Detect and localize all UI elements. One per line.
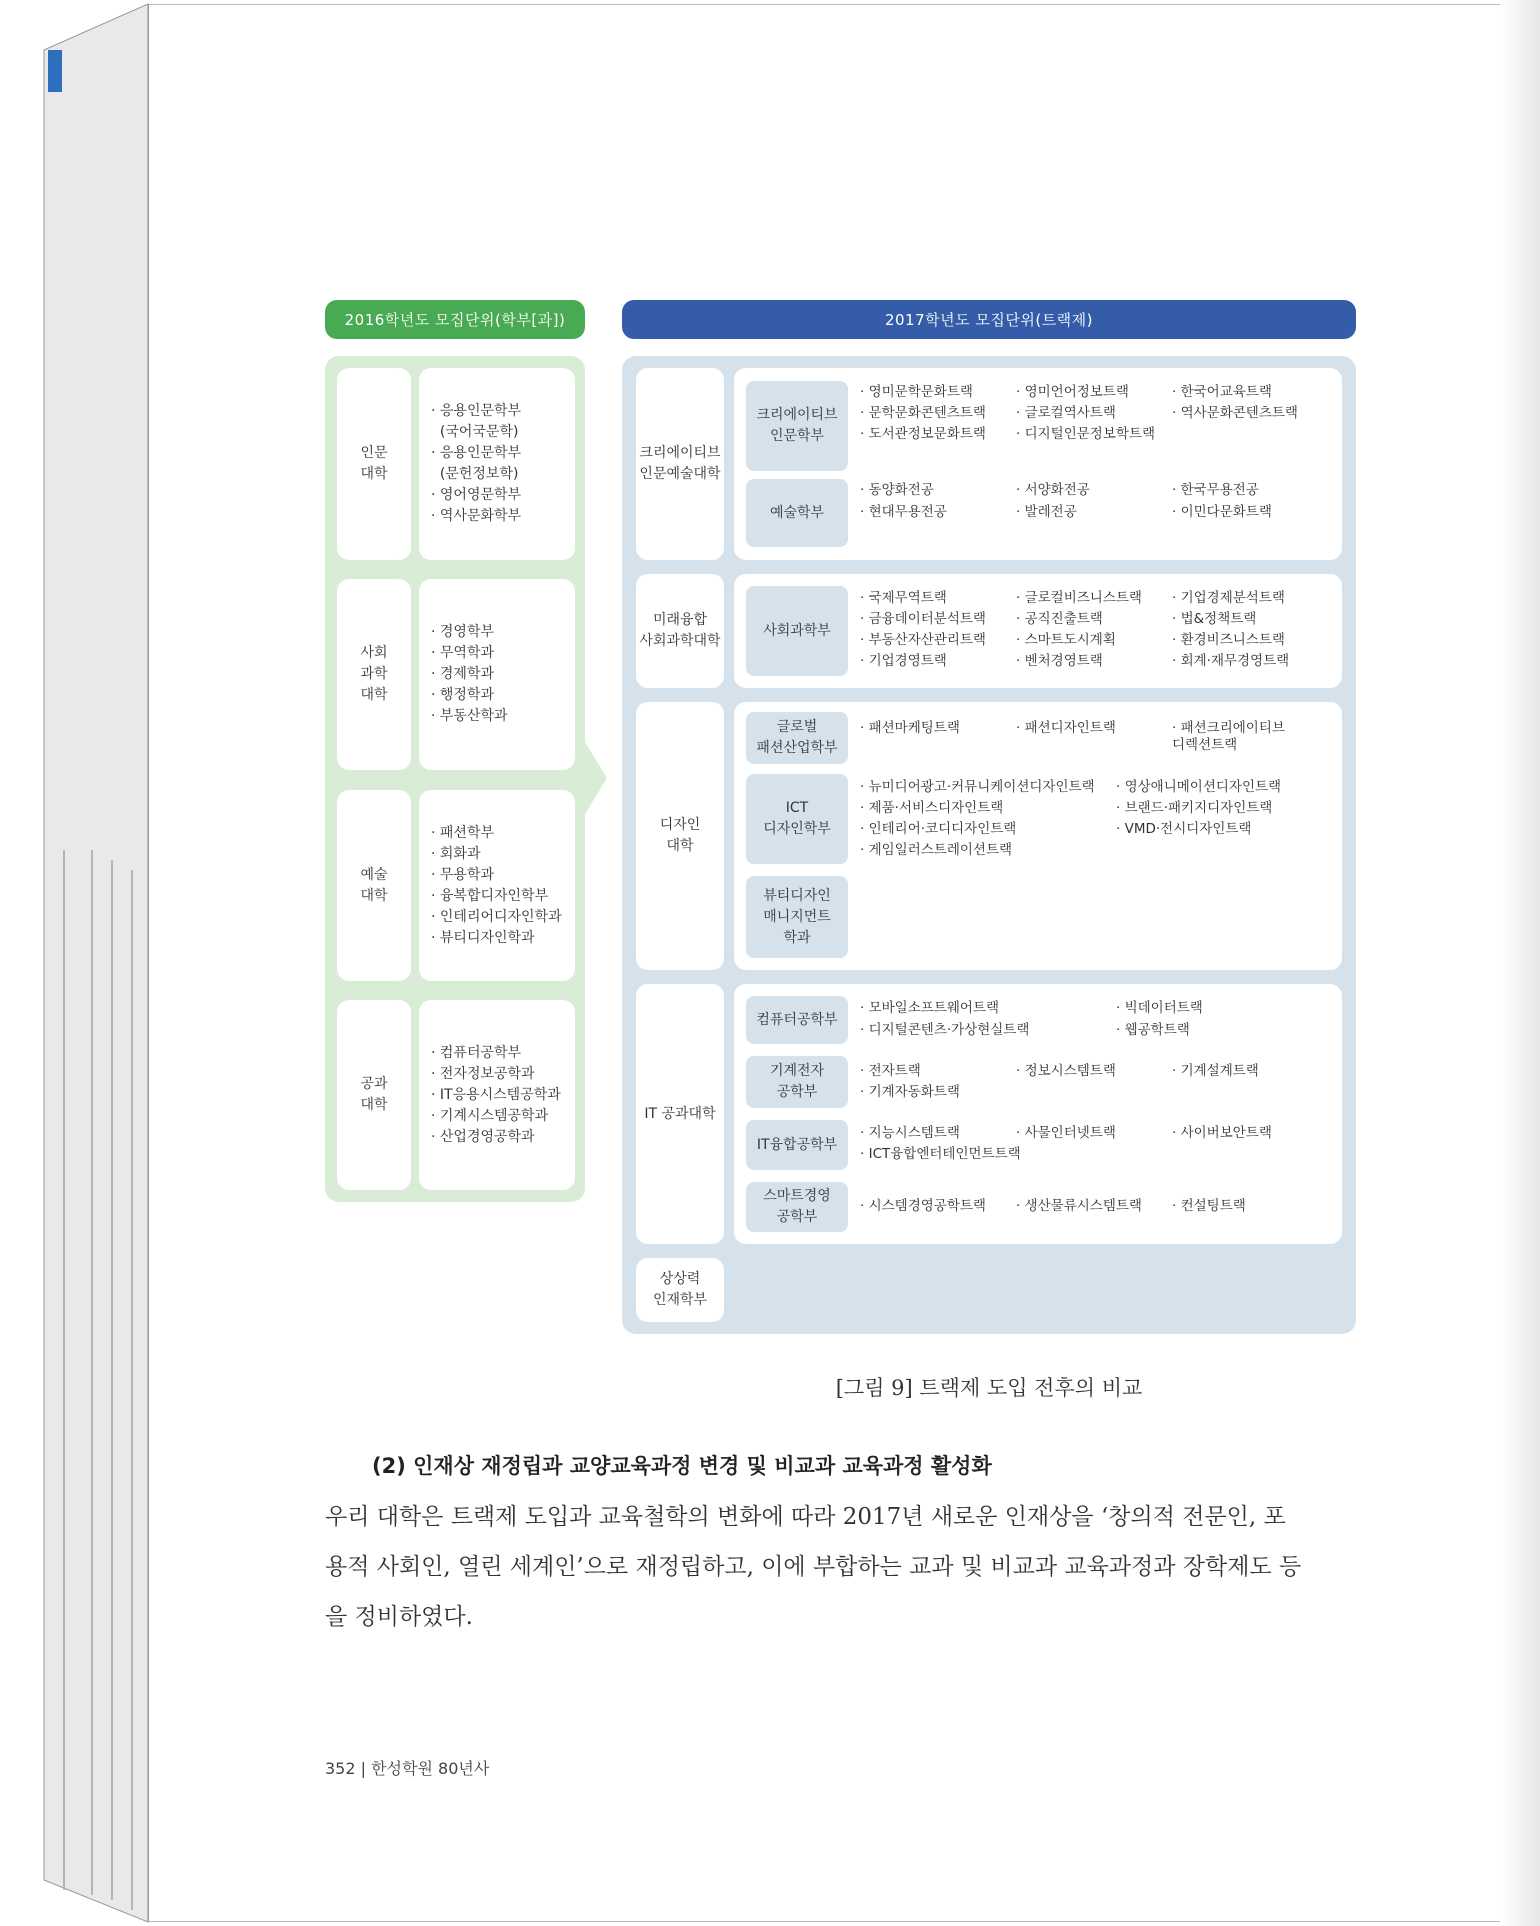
dept-arts: 예술학부 — [746, 479, 848, 547]
track-item: · 기업경영트랙 — [860, 653, 947, 669]
dept-list-humanities-2016 — [419, 368, 575, 560]
list-item: · 전자정보공학과 — [431, 1065, 535, 1082]
page-shadow — [1500, 0, 1540, 1926]
track-item: · 역사문화콘텐츠트랙 — [1172, 405, 1298, 421]
list-item: · 인테리어디자인학과 — [431, 908, 562, 925]
track-item: · 공직진출트랙 — [1016, 611, 1103, 627]
list-item: · 뷰티디자인학과 — [431, 929, 535, 946]
track-item: · 발레전공 — [1016, 504, 1077, 520]
list-item: · 패션학부 — [431, 824, 494, 841]
list-item: · 산업경영공학과 — [431, 1128, 535, 1145]
track-item: · 문학문화콘텐츠트랙 — [860, 405, 986, 421]
section-heading: (2) 인재상 재정립과 교양교육과정 변경 및 비교과 교육과정 활성화 — [372, 1454, 992, 1478]
track-item: · 디지털인문정보학트랙 — [1016, 426, 1155, 442]
track-item: · 뉴미디어광고·커뮤니케이션디자인트랙 — [860, 779, 1095, 795]
college-creative-2017: 크리에이티브 인문예술대학 — [636, 368, 724, 560]
list-item: · 영어영문학부 — [431, 487, 522, 503]
book-page-edge — [0, 0, 150, 1926]
track-item: · 지능시스템트랙 — [860, 1125, 960, 1141]
track-item: · 시스템경영공학트랙 — [860, 1198, 986, 1214]
track-item: · 생산물류시스템트랙 — [1016, 1198, 1142, 1214]
body-paragraph-line: 용적 사회인, 열린 세계인’으로 재정립하고, 이에 부합하는 교과 및 비교과 교육과정과 장학제도 등 — [325, 1554, 1302, 1580]
track-item: · 법&정책트랙 — [1172, 611, 1257, 627]
track-item: · 패션디자인트랙 — [1016, 720, 1116, 736]
track-item: · 동양화전공 — [860, 482, 934, 498]
track-item: · 도서관정보문화트랙 — [860, 426, 986, 442]
college-it-2017: IT 공과대학 — [636, 984, 724, 1244]
college-engineering-2016: 공과 대학 — [337, 1000, 411, 1190]
arrow-right-icon — [585, 742, 607, 814]
track-item: · 영미문학문화트랙 — [860, 384, 973, 400]
page-footer: 352 | 한성학원 80년사 — [325, 1759, 490, 1778]
track-item: · VMD·전시디자인트랙 — [1116, 821, 1252, 837]
dept-global-fashion: 글로벌 패션산업학부 — [746, 712, 848, 764]
dept-ict-design: ICT 디자인학부 — [746, 774, 848, 864]
college-humanities-2016: 인문 대학 — [337, 368, 411, 560]
track-item: · 영상애니메이션디자인트랙 — [1116, 779, 1282, 795]
track-item: · 제품·서비스디자인트랙 — [860, 800, 1004, 816]
dept-it-convergence: IT융합공학부 — [746, 1120, 848, 1170]
track-item: · 패션마케팅트랙 — [860, 720, 960, 736]
header-2017-units: 2017학년도 모집단위(트랙제) — [622, 300, 1356, 339]
list-item: · 무역학과 — [431, 645, 494, 661]
college-arts-2016: 예술 대학 — [337, 790, 411, 981]
list-item: · 역사문화학부 — [431, 508, 522, 524]
dept-creative-humanities: 크리에이티브 인문학부 — [746, 381, 848, 471]
track-item: · 빅데이터트랙 — [1116, 1000, 1203, 1016]
track-item: · 환경비즈니스트랙 — [1172, 632, 1285, 648]
body-paragraph-line: 을 정비하였다. — [325, 1604, 473, 1630]
track-item: · 한국무용전공 — [1172, 482, 1259, 498]
track-item: · 벤처경영트랙 — [1016, 653, 1103, 669]
dept-list-arts-2016 — [419, 790, 575, 981]
list-item: · IT응용시스템공학과 — [431, 1086, 561, 1103]
list-item: · 행정학과 — [431, 687, 494, 703]
track-item: · 회계·재무경영트랙 — [1172, 653, 1290, 669]
track-item: · 디지털콘텐츠·가상현실트랙 — [860, 1022, 1030, 1038]
list-item: · 기계시스템공학과 — [431, 1107, 549, 1124]
track-item: · 모바일소프트웨어트랙 — [860, 1000, 999, 1016]
list-item: · 경영학부 — [431, 624, 494, 640]
list-item: (국어국문학) — [431, 424, 519, 440]
body-paragraph-line: 우리 대학은 트랙제 도입과 교육철학의 변화에 따라 2017년 새로운 인재상을 ‘창의적 전문인, 포 — [325, 1504, 1286, 1530]
track-item: · 금융데이터분석트랙 — [860, 611, 986, 627]
list-item: · 회화과 — [431, 845, 481, 862]
track-item: · 글로컬역사트랙 — [1016, 405, 1116, 421]
list-item: · 무용학과 — [431, 866, 494, 883]
track-item: · 사이버보안트랙 — [1172, 1125, 1272, 1141]
dept-mechanical-electronics: 기계전자 공학부 — [746, 1056, 848, 1108]
list-item: · 경제학과 — [431, 666, 494, 682]
track-item: · 현대무용전공 — [860, 504, 947, 520]
track-item: · 기계자동화트랙 — [860, 1084, 960, 1100]
college-design-2017: 디자인 대학 — [636, 702, 724, 970]
list-item: · 융복합디자인학부 — [431, 887, 549, 904]
track-item: · 부동산자산관리트랙 — [860, 632, 986, 648]
track-item: · ICT융합엔터테인먼트트랙 — [860, 1146, 1021, 1162]
track-item: · 한국어교육트랙 — [1172, 384, 1272, 400]
track-item: · 컨설팅트랙 — [1172, 1198, 1246, 1214]
track-item: · 국제무역트랙 — [860, 590, 947, 606]
track-item: · 글로컬비즈니스트랙 — [1016, 590, 1142, 606]
track-item: · 정보시스템트랙 — [1016, 1063, 1116, 1079]
dept-computer-engineering: 컴퓨터공학부 — [746, 996, 848, 1044]
dept-list-engineering-2016 — [419, 1000, 575, 1190]
track-item: · 서양화전공 — [1016, 482, 1090, 498]
college-social-2017: 미래융합 사회과학대학 — [636, 574, 724, 688]
track-item: · 웹공학트랙 — [1116, 1022, 1190, 1038]
header-2016-units: 2016학년도 모집단위(학부[과]) — [325, 300, 585, 339]
track-item: · 영미언어정보트랙 — [1016, 384, 1129, 400]
dept-smart-management: 스마트경영 공학부 — [746, 1182, 848, 1232]
track-item: · 인테리어·코디디자인트랙 — [860, 821, 1017, 837]
track-item: · 게임일러스트레이션트랙 — [860, 842, 1013, 858]
track-item: · 사물인터넷트랙 — [1016, 1125, 1116, 1141]
figure-caption: [그림 9] 트랙제 도입 전후의 비교 — [835, 1376, 1143, 1400]
list-item: · 컴퓨터공학부 — [431, 1044, 522, 1061]
dept-social-science: 사회과학부 — [746, 586, 848, 676]
track-item: 디렉션트랙 — [1172, 737, 1238, 753]
track-item: · 스마트도시계획 — [1016, 632, 1116, 648]
track-item: · 기계설계트랙 — [1172, 1063, 1259, 1079]
list-item: · 응용인문학부 — [431, 403, 522, 419]
track-item: · 기업경제분석트랙 — [1172, 590, 1285, 606]
track-item: · 브랜드·패키지디자인트랙 — [1116, 800, 1273, 816]
list-item: (문헌정보학) — [431, 466, 519, 482]
dept-list-social-science-2016 — [419, 579, 575, 770]
college-imagination-2017: 상상력 인재학부 — [636, 1258, 724, 1322]
track-item: · 전자트랙 — [860, 1063, 921, 1079]
track-item: · 이민다문화트랙 — [1172, 504, 1272, 520]
list-item: · 부동산학과 — [431, 708, 508, 724]
list-item: · 응용인문학부 — [431, 445, 522, 461]
college-social-science-2016: 사회 과학 대학 — [337, 579, 411, 770]
track-item: · 패션크리에이티브 — [1172, 720, 1285, 736]
dept-beauty-design: 뷰티디자인 매니지먼트 학과 — [746, 876, 848, 958]
